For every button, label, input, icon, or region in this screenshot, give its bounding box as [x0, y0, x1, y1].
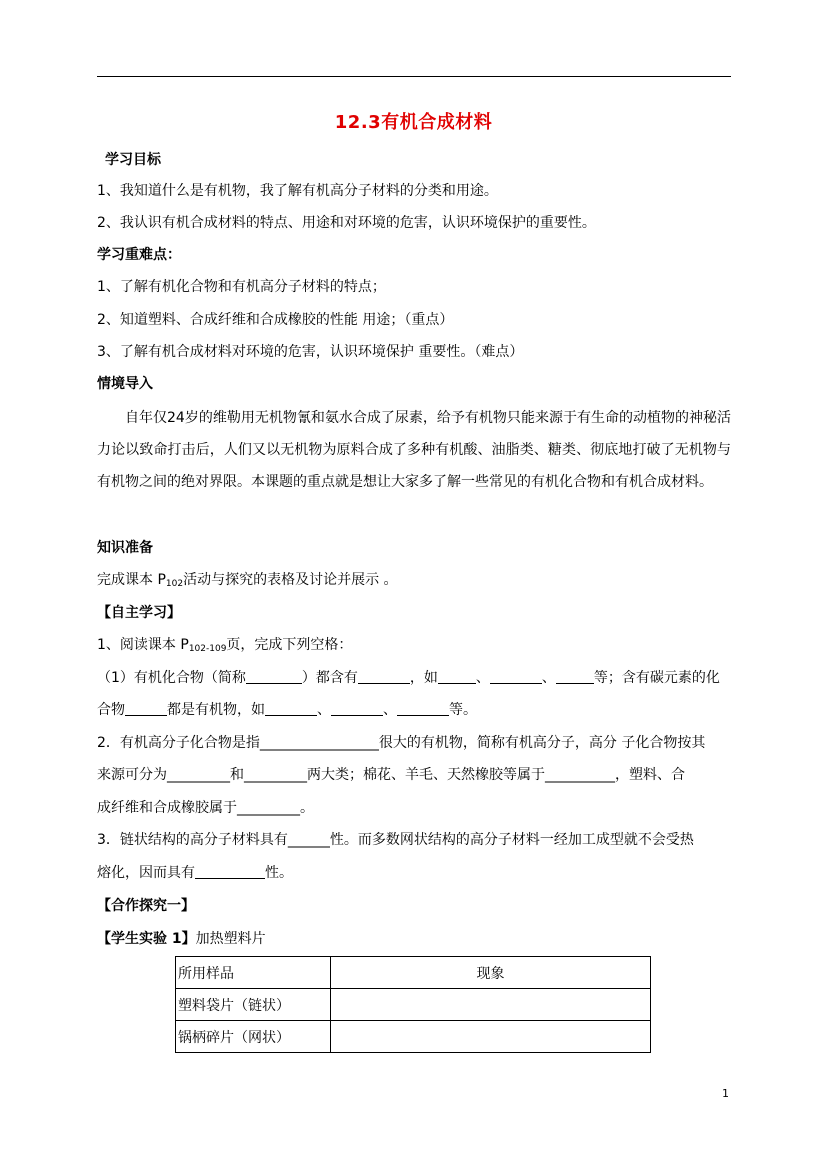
- prep-text: 完成课本 $P_{102}$活动与探究的表格及讨论并展示 。: [97, 572, 398, 589]
- answer-blank[interactable]: [556, 669, 594, 684]
- answer-blank[interactable]: __________: [545, 767, 615, 783]
- answer-blank[interactable]: _________: [237, 800, 300, 816]
- answer-blank[interactable]: [438, 669, 476, 684]
- page-number: 1: [722, 1087, 729, 1100]
- key-points-heading: 学习重难点：: [97, 247, 181, 263]
- answer-blank[interactable]: [265, 701, 317, 716]
- page-title: 12.3有机合成材料: [334, 112, 493, 133]
- table-header: 现象: [331, 957, 651, 989]
- key-point-item: 3、了解有机合成材料对环境的危害，认识环境保护 重要性。（难点）: [97, 344, 524, 360]
- question-3-line-1: 3．链状结构的高分子材料具有______性。而多数网状结构的高分子材料一经加工成型就不会受热: [97, 832, 694, 848]
- answer-blank[interactable]: _________________: [259, 735, 379, 751]
- answer-blank[interactable]: [358, 669, 410, 684]
- question-1: 1、阅读课本 $P_{102-109}$页，完成下列空格：: [97, 637, 353, 654]
- answer-blank[interactable]: _________: [167, 767, 230, 783]
- answer-blank[interactable]: _________: [244, 767, 307, 783]
- question-1-2: 合物 都是有机物，如 、 、 等。: [97, 702, 477, 718]
- self-study-heading: 【自主学习】: [97, 605, 181, 621]
- answer-blank[interactable]: [246, 669, 302, 684]
- intro-heading: 情境导入: [97, 376, 153, 392]
- table-header-row: [176, 957, 651, 989]
- question-2-line-2: 来源可分为_________和_________两大类；棉花、羊毛、天然橡胶等属于__________，塑料、合: [97, 767, 685, 783]
- goal-item: 2、我认识有机合成材料的特点、用途和对环境的危害，认识环境保护的重要性。: [97, 215, 596, 231]
- table-cell: 锅柄碎片（网状）: [176, 1021, 331, 1053]
- answer-blank[interactable]: [331, 701, 383, 716]
- coop-heading: 【合作探究一】: [97, 898, 195, 914]
- experiment-table: [175, 956, 651, 1053]
- goal-item: 1、我知道什么是有机物，我了解有机高分子材料的分类和用途。: [97, 183, 498, 199]
- table-row: [176, 1021, 651, 1053]
- question-2-line-1: 2．有机高分子化合物是指_________________很大的有机物，简称有机高分子，高分 子化合物按其: [97, 735, 706, 751]
- answer-blank[interactable]: [490, 669, 542, 684]
- intro-paragraph: 自年仅24岁的维勒用无机物氰和氨水合成了尿素，给予有机物只能来源于有生命的动植物的神秘活力论以致命打击后，人们又以无机物为原料合成了多种有机酸、油脂类、糖类、彻底地打破了无机物与有机物之间的绝对界限。本课题的重点就是想让大家多了解一些常见的有机化合物和有机合成材料。: [97, 410, 731, 490]
- header-rule: [97, 76, 731, 77]
- answer-blank[interactable]: [195, 864, 265, 879]
- question-3-line-2: 熔化，因而具有 性。: [97, 865, 293, 881]
- table-cell: 塑料袋片（链状）: [176, 989, 331, 1021]
- question-2-line-3: 成纤维和合成橡胶属于_________。: [97, 800, 314, 816]
- answer-blank[interactable]: ______: [287, 832, 330, 848]
- answer-blank[interactable]: [397, 701, 449, 716]
- key-point-item: 2、知道塑料、合成纤维和合成橡胶的性能 用途；（重点）: [97, 312, 454, 328]
- question-1-1: （1）有机化合物（简称 ）都含有 ，如 、 、 等；含有碳元素的化: [97, 670, 720, 686]
- table-row: [176, 989, 651, 1021]
- key-point-item: 1、了解有机化合物和有机高分子材料的特点；: [97, 279, 386, 295]
- goals-heading: 学习目标: [105, 152, 161, 168]
- table-cell-answer[interactable]: [331, 989, 651, 1021]
- prep-heading: 知识准备: [97, 540, 153, 556]
- experiment-label: 【学生实验 1】加热塑料片: [97, 931, 266, 947]
- answer-blank[interactable]: [125, 701, 167, 716]
- table-header: 所用样品: [176, 957, 331, 989]
- table-cell-answer[interactable]: [331, 1021, 651, 1053]
